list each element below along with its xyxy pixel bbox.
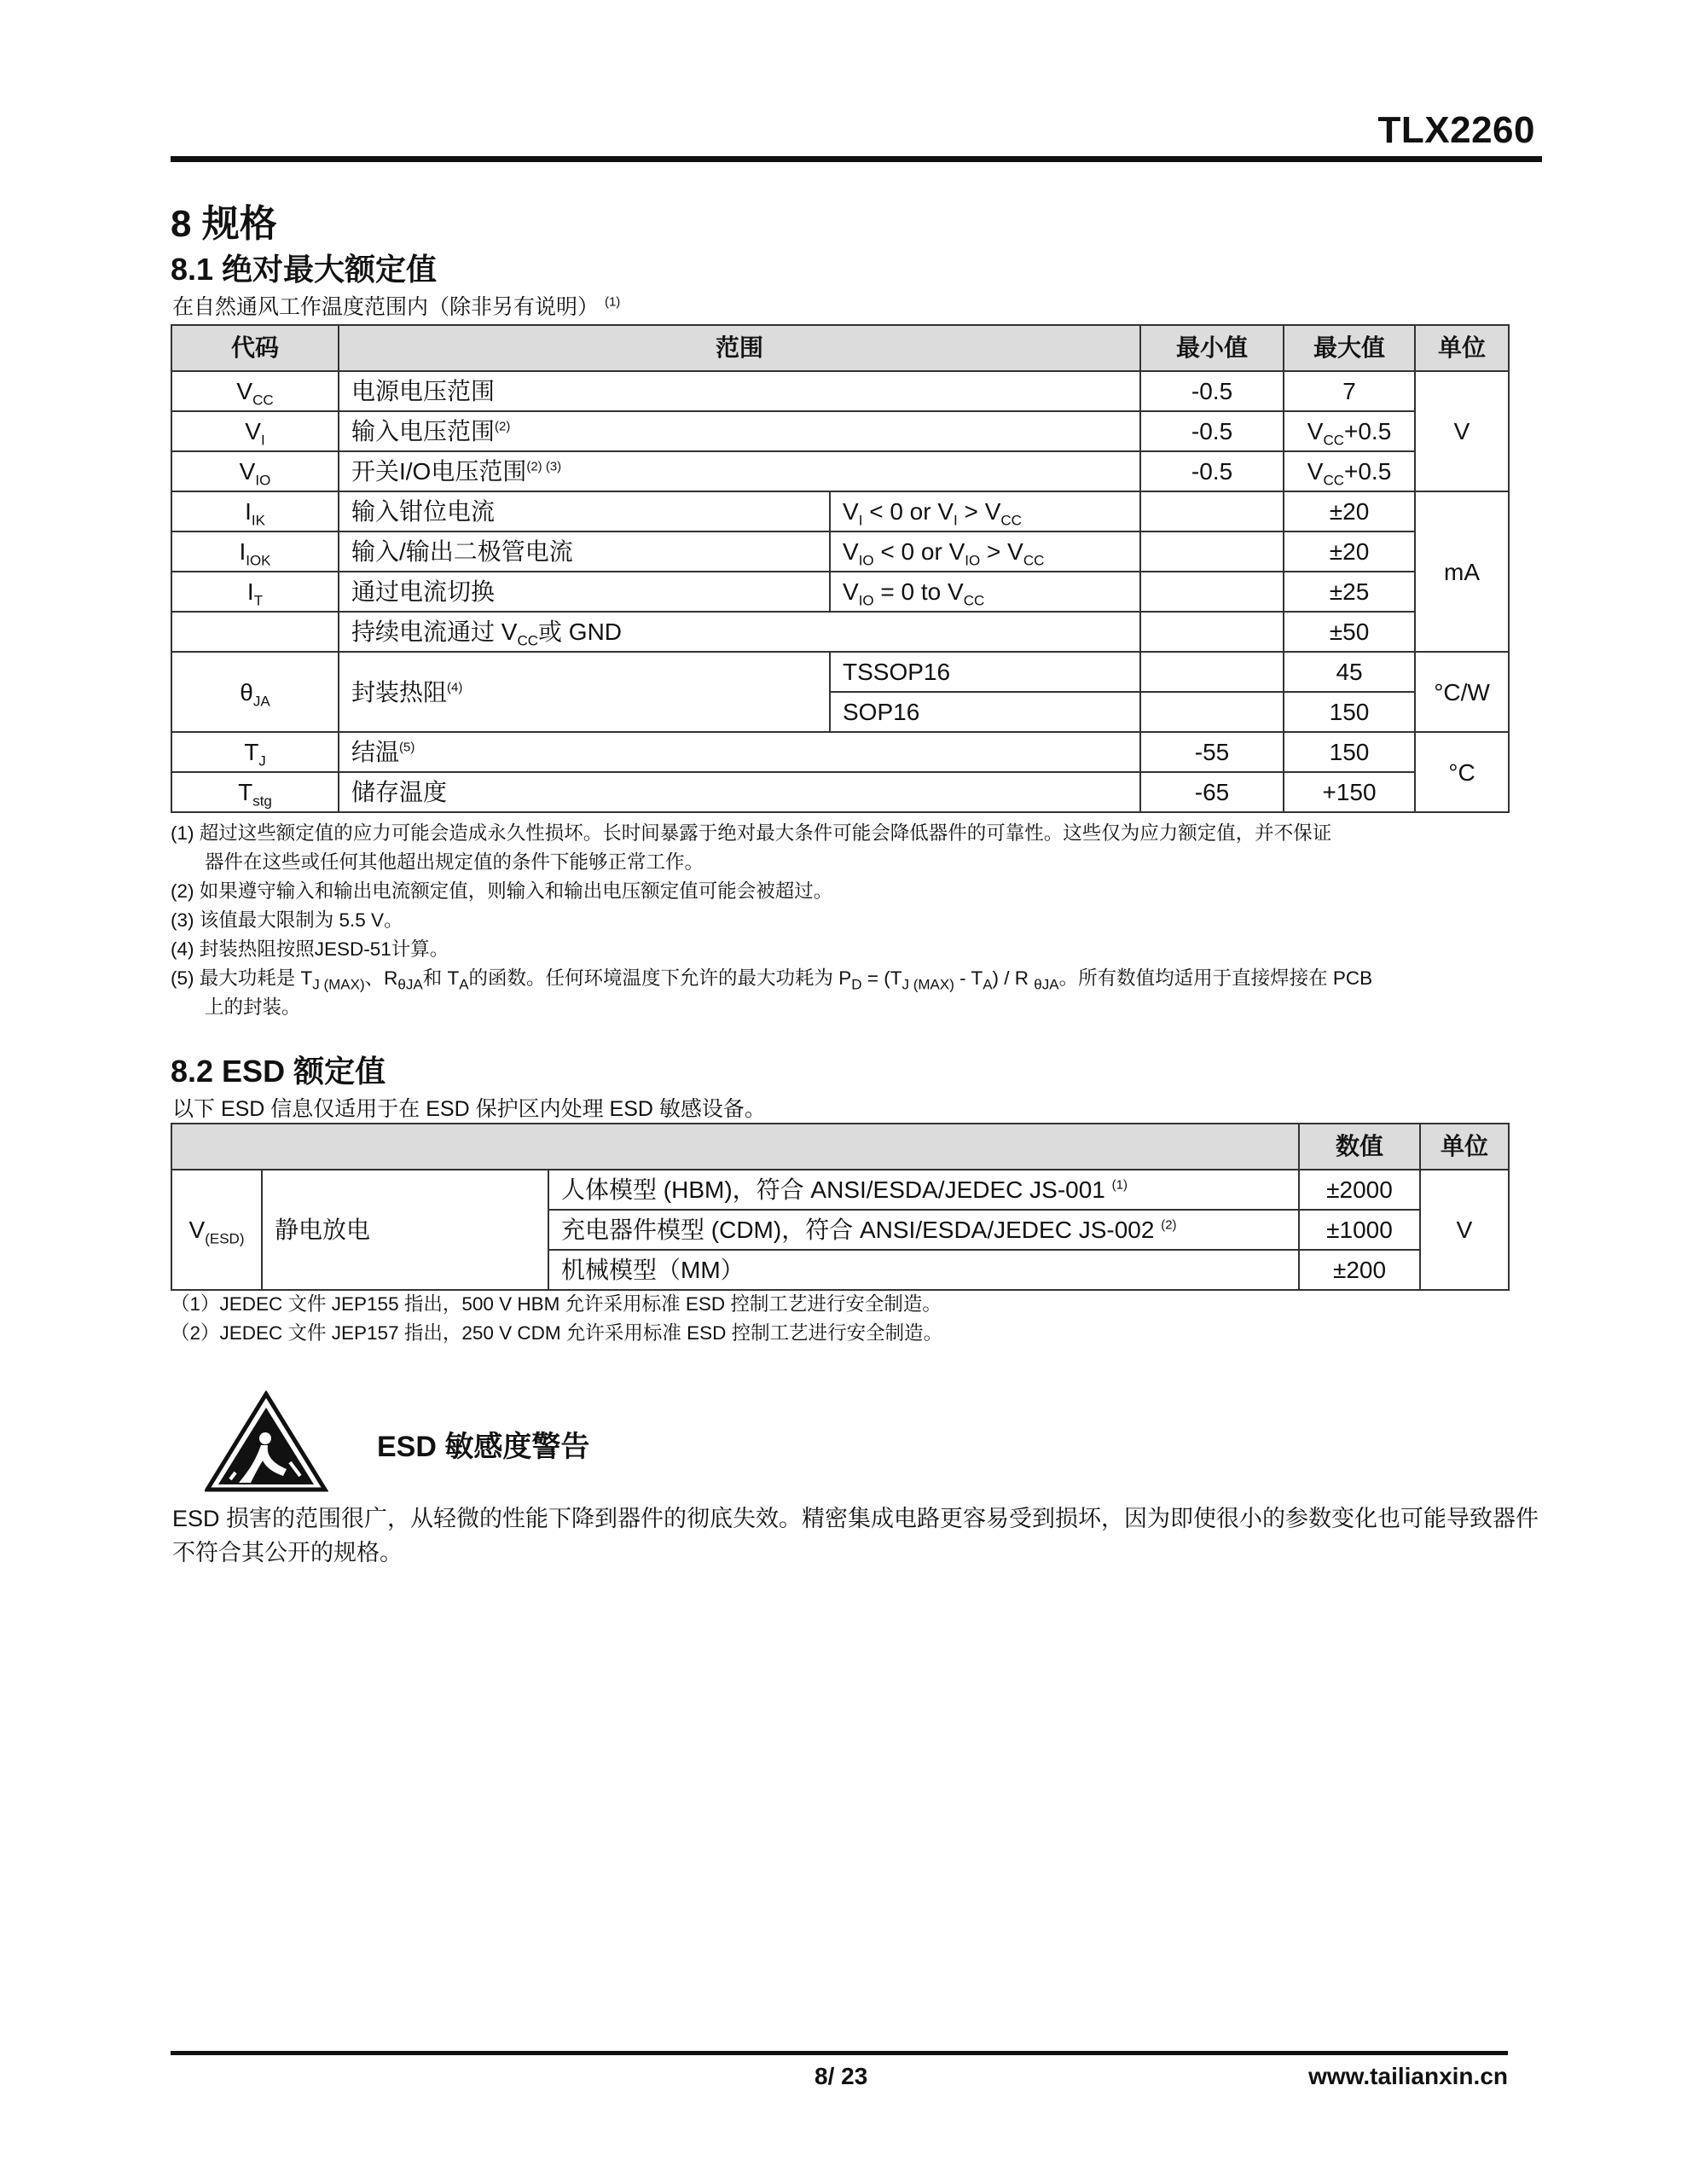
max-cell: ±50 [1284,612,1415,652]
note-2: (2) 如果遵守输入和输出电流额定值，则输入和输出电压额定值可能会被超过。 [171,880,833,902]
esd-title: 8.2 ESD 额定值 [171,1054,386,1089]
note-1-cont: 器件在这些或任何其他超出规定值的条件下能够正常工作。 [205,851,704,873]
symbol-cell: $I_{IOK}$ [171,531,339,572]
table-row [171,772,1509,812]
table-row [171,451,1509,491]
abs-max-intro: 在自然通风工作温度范围内（除非另有说明） $^{(1)}$ [172,294,621,319]
min-cell: -65 [1140,772,1284,812]
min-cell: -0.5 [1140,411,1284,451]
table-row [171,612,1509,652]
symbol-cell: $T_J$ [171,732,339,772]
col-value: 数值 [1299,1124,1420,1170]
col-param: 范围 [339,325,1140,371]
model-cell: 机械模型（MM） [548,1250,1299,1290]
min-cell [1140,612,1284,652]
model-cell: 人体模型 (HBM)，符合 ANSI/ESDA/JEDEC JS-001 $^{(1)}$ [548,1170,1299,1210]
param-cell: 静电放电 [262,1170,548,1290]
min-cell [1140,652,1284,692]
model-cell: 充电器件模型 (CDM)，符合 ANSI/ESDA/JEDEC JS-002 $^{(2)}$ [548,1210,1299,1250]
max-cell: +150 [1284,772,1415,812]
esd-notes [171,1290,942,1348]
value-cell: ±200 [1299,1250,1420,1290]
part-number: TLX2260 [1377,109,1535,151]
esd-warning-icon [205,1391,328,1493]
unit-cell: mA [1415,491,1509,652]
note-4: (4) 封装热阻按照JESD-51计算。 [171,938,449,960]
max-cell: 7 [1284,371,1415,411]
param-cell: 输入钳位电流 [339,491,830,531]
section-title: 8 规格 [171,203,277,245]
min-cell [1140,692,1284,732]
symbol-cell: $T_{stg}$ [171,772,339,812]
note-5: (5) 最大功耗是 $T_{J (MAX)}$、$R_{\theta JA}$和 $T_A$的函数。任何环境温度下允许的最大功耗为 $P_D = (T_{J (MAX)} - T_A) / R$ $_{\theta JA}$。所有数值均适用于直接焊接在 PCB [171,967,1373,993]
package-cell: SOP16 [830,692,1140,732]
note-3: (3) 该值最大限制为 5.5 V。 [171,909,403,931]
param-cell: 结温$^{(5)}$ [339,732,1140,772]
param-cell: 输入/输出二极管电流 [339,531,830,572]
min-cell [1140,491,1284,531]
min-cell [1140,531,1284,572]
col-max: 最大值 [1284,325,1415,371]
max-cell: ±25 [1284,572,1415,612]
symbol-cell: $V_{(ESD)}$ [171,1170,262,1290]
condition-cell: $V_{IO} < 0$ or $V_{IO} > V_{CC}$ [830,531,1140,572]
param-cell: 持续电流通过 $V_{CC}$或 GND [339,612,1140,652]
min-cell [1140,572,1284,612]
max-cell: 150 [1284,692,1415,732]
symbol-cell: $\theta_{JA}$ [171,652,339,732]
param-cell: 开关I/O电压范围$^{(2) (3)}$ [339,451,1140,491]
min-cell: -0.5 [1140,371,1284,411]
symbol-cell: $I_T$ [171,572,339,612]
esd-header-row [171,1124,1509,1170]
esd-table [171,1123,1510,1291]
package-cell: TSSOP16 [830,652,1140,692]
abs-max-notes [171,819,1510,1022]
esd-header-blank [171,1124,1299,1170]
param-cell: 电源电压范围 [339,371,1140,411]
note-5-cont: 上的封装。 [205,996,301,1018]
page-number: 8/ 23 [815,2063,868,2089]
min-cell: -0.5 [1140,451,1284,491]
table-row [171,732,1509,772]
value-cell: ±2000 [1299,1170,1420,1210]
footer-rule [171,2051,1508,2055]
param-cell: 通过电流切换 [339,572,830,612]
esd-warning-title: ESD 敏感度警告 [377,1431,590,1463]
note-1: (1) 超过这些额定值的应力可能会造成永久性损坏。长时间暴露于绝对最大条件可能会降低器件的可靠性。这些仅为应力额定值，并不保证 [171,822,1332,844]
esd-note-2: （2）JEDEC 文件 JEP157 指出，250 V CDM 允许采用标准 ESD 控制工艺进行安全制造。 [171,1322,943,1344]
max-cell: $V_{CC}+0.5$ [1284,451,1415,491]
max-cell: ±20 [1284,491,1415,531]
max-cell: 150 [1284,732,1415,772]
unit-cell: V [1420,1170,1509,1290]
param-cell: 储存温度 [339,772,1140,812]
table-row [171,411,1509,451]
param-cell: 封装热阻$^{(4)}$ [339,652,830,732]
unit-cell: °C [1415,732,1509,812]
symbol-cell: $I_{IK}$ [171,491,339,531]
symbol-cell: $V_{IO}$ [171,451,339,491]
unit-cell: °C/W [1415,652,1509,732]
table-row [171,1170,1509,1210]
table-row [171,531,1509,572]
max-cell: $V_{CC}+0.5$ [1284,411,1415,451]
col-min: 最小值 [1140,325,1284,371]
symbol-cell: $V_{CC}$ [171,371,339,411]
header-rule [171,156,1542,162]
abs-max-header-row [171,325,1509,371]
table-row [171,652,1509,692]
value-cell: ±1000 [1299,1210,1420,1250]
min-cell: -55 [1140,732,1284,772]
table-row [171,572,1509,612]
table-row [171,491,1509,531]
param-cell: 输入电压范围$^{(2)}$ [339,411,1140,451]
table-row [171,371,1509,411]
symbol-cell: $V_I$ [171,411,339,451]
max-cell: 45 [1284,652,1415,692]
unit-cell: V [1415,371,1509,491]
symbol-cell [171,612,339,652]
abs-max-table [171,324,1510,813]
max-cell: ±20 [1284,531,1415,572]
col-unit: 单位 [1415,325,1509,371]
esd-warning-text: ESD 损害的范围很广，从轻微的性能下降到器件的彻底失效。精密集成电路更容易受到损坏，因为即使很小的参数变化也可能导致器件不符合其公开的规格。 [172,1506,1539,1565]
col-unit: 单位 [1420,1124,1509,1170]
abs-max-title: 8.1 绝对最大额定值 [171,252,438,287]
col-symbol: 代码 [171,325,339,371]
website-link[interactable]: www.tailianxin.cn [1308,2063,1508,2089]
condition-cell: $V_{IO} = 0$ to $V_{CC}$ [830,572,1140,612]
esd-intro: 以下 ESD 信息仅适用于在 ESD 保护区内处理 ESD 敏感设备。 [172,1097,766,1121]
esd-note-1: （1）JEDEC 文件 JEP155 指出，500 V HBM 允许采用标准 ESD 控制工艺进行安全制造。 [171,1293,942,1315]
condition-cell: $V_I < 0$ or $V_I > V_{CC}$ [830,491,1140,531]
